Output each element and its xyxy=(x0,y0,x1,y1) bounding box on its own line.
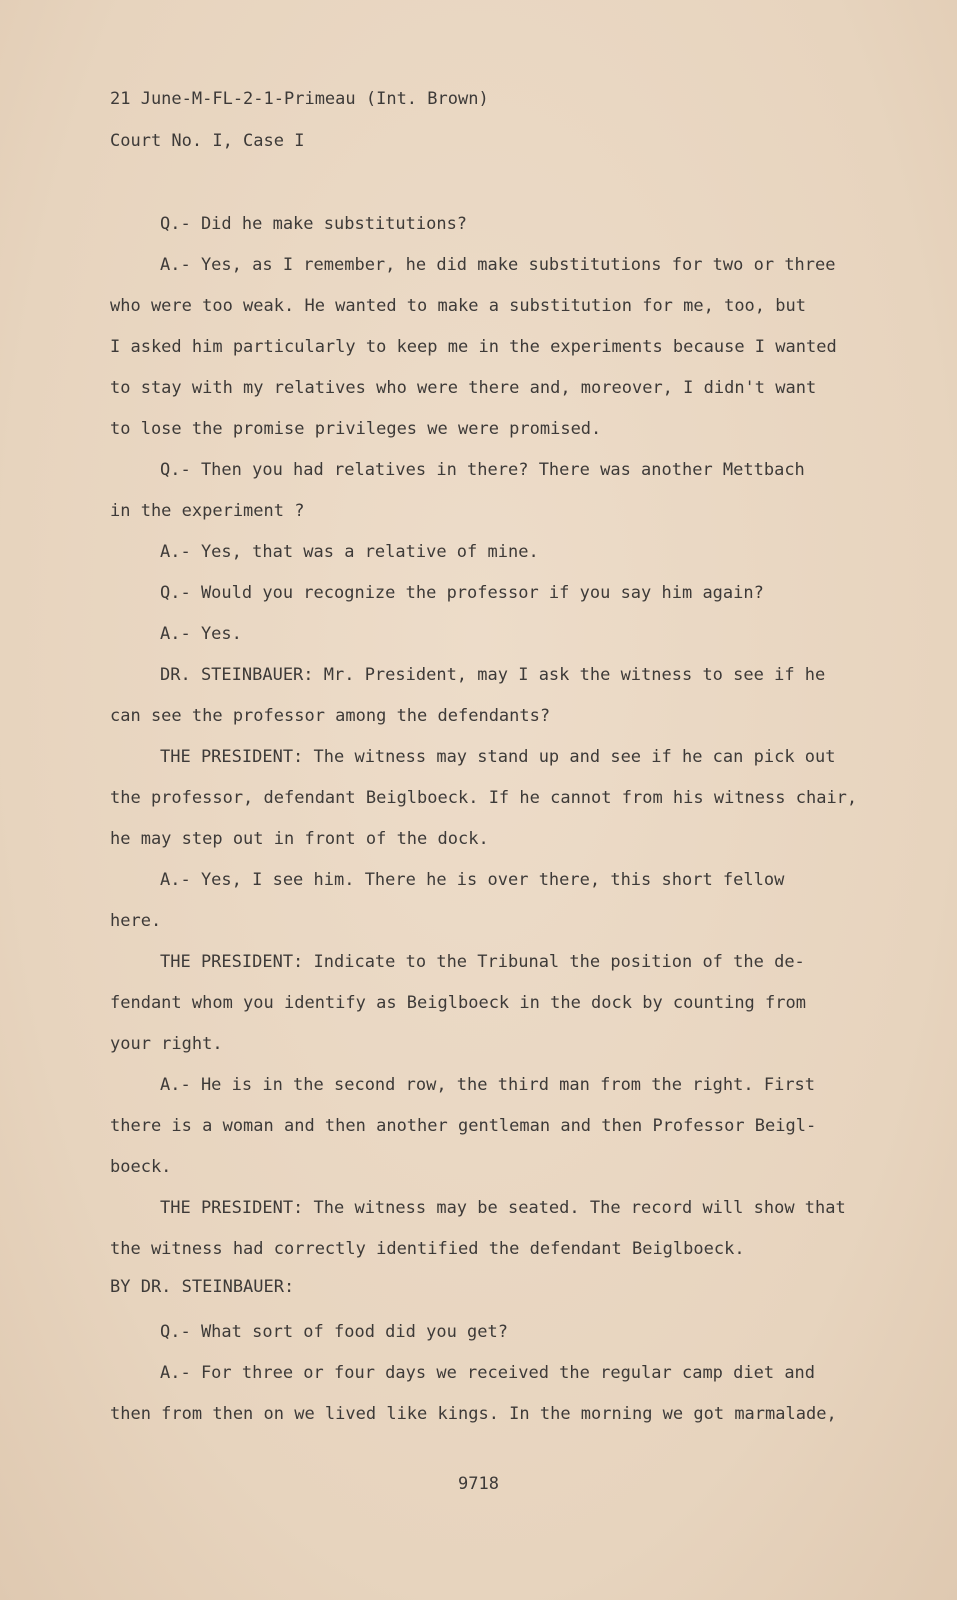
body-line: THE PRESIDENT: The witness may be seated. The record will show that xyxy=(160,1198,846,1218)
body-line: to lose the promise privileges we were promised. xyxy=(110,419,602,439)
body-line: A.- Yes, I see him. There he is over there, this short fellow xyxy=(160,870,785,890)
body-line: I asked him particularly to keep me in the experiments because I wanted xyxy=(110,337,837,357)
body-line: Q.- Then you had relatives in there? There was another Mettbach xyxy=(160,460,805,480)
body-line: who were too weak. He wanted to make a substitution for me, too, but xyxy=(110,296,806,316)
body-line: to stay with my relatives who were there and, moreover, I didn't want xyxy=(110,378,817,398)
body-line: there is a woman and then another gentleman and then Professor Beigl- xyxy=(110,1116,817,1136)
body-line: Q.- Did he make substitutions? xyxy=(160,214,468,234)
body-line: in the experiment ? xyxy=(110,501,305,521)
body-line: A.- Yes, as I remember, he did make substitutions for two or three xyxy=(160,255,836,275)
body-line: A.- Yes. xyxy=(160,624,242,644)
body-line: Q.- Would you recognize the professor if you say him again? xyxy=(160,583,764,603)
body-line: then from then on we lived like kings. In the morning we got marmalade, xyxy=(110,1404,837,1424)
body-line: can see the professor among the defendants? xyxy=(110,706,551,726)
body-line: Q.- What sort of food did you get? xyxy=(160,1322,508,1342)
body-line: he may step out in front of the dock. xyxy=(110,829,489,849)
body-line: A.- For three or four days we received the regular camp diet and xyxy=(160,1363,816,1383)
body-line: here. xyxy=(110,911,162,931)
body-line: A.- He is in the second row, the third man from the right. First xyxy=(160,1075,816,1095)
body-line: THE PRESIDENT: The witness may stand up and see if he can pick out xyxy=(160,747,836,767)
body-line: boeck. xyxy=(110,1157,172,1177)
header-line-2: Court No. I, Case I xyxy=(110,131,305,151)
body-line: fendant whom you identify as Beiglboeck in the dock by counting from xyxy=(110,993,806,1013)
header-line-1: 21 June-M-FL-2-1-Primeau (Int. Brown) xyxy=(110,89,489,109)
body-line: your right. xyxy=(110,1034,223,1054)
body-line: the professor, defendant Beiglboeck. If he cannot from his witness chair, xyxy=(110,788,858,808)
body-line: THE PRESIDENT: Indicate to the Tribunal the position of the de- xyxy=(160,952,805,972)
body-line: DR. STEINBAUER: Mr. President, may I ask the witness to see if he xyxy=(160,665,826,685)
body-line: the witness had correctly identified the defendant Beiglboeck. xyxy=(110,1239,745,1259)
body-line: A.- Yes, that was a relative of mine. xyxy=(160,542,539,562)
page-number: 9718 xyxy=(458,1474,499,1494)
body-line: BY DR. STEINBAUER: xyxy=(110,1277,295,1297)
